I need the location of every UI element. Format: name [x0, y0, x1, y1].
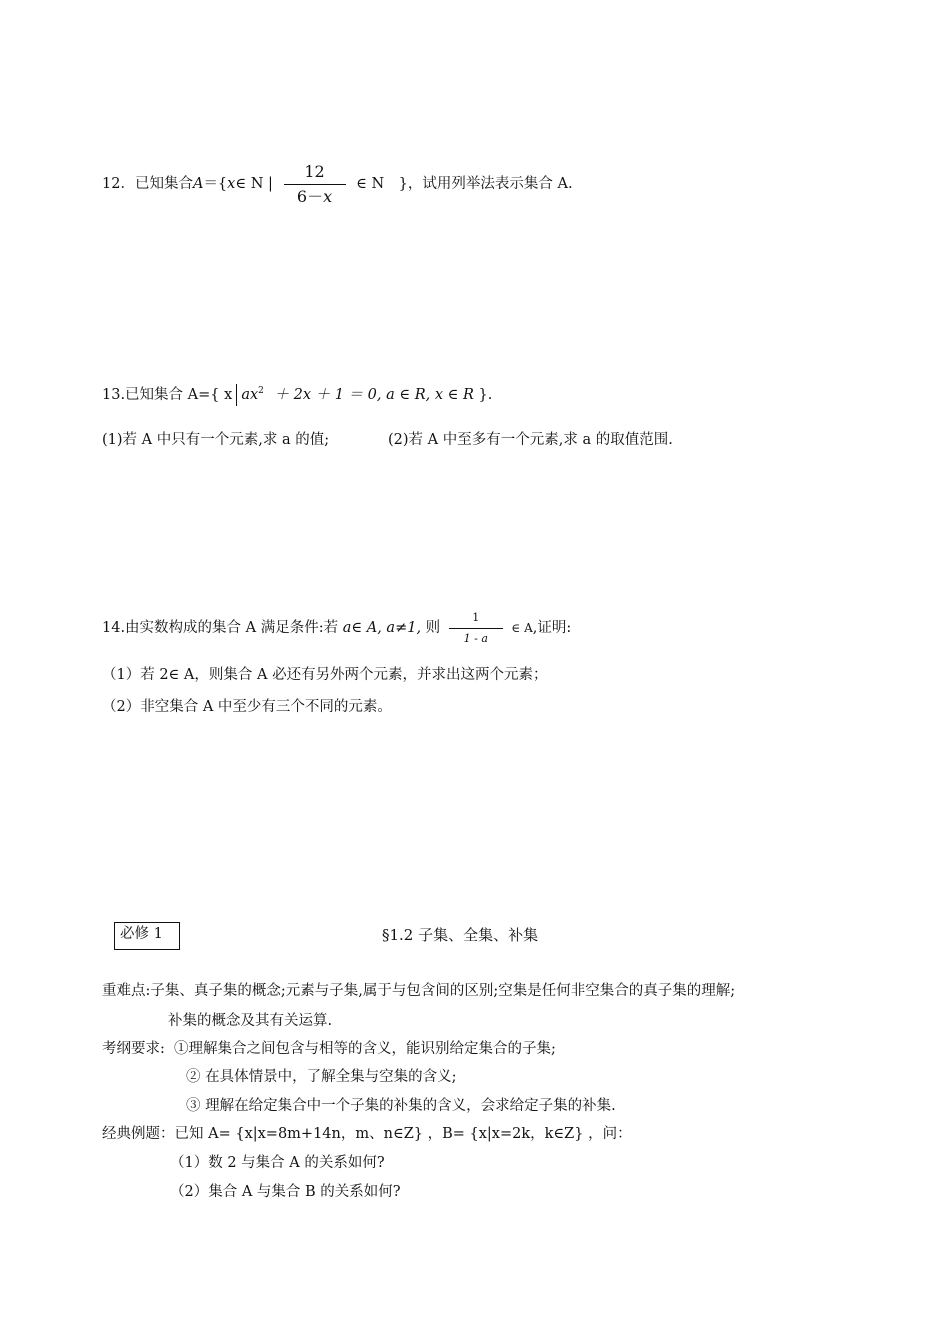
- section-title: §1.2 子集、全集、补集: [382, 926, 539, 944]
- requirements-item-3: ③ 理解在给定集合中一个子集的补集的含义，会求给定子集的补集.: [186, 1098, 616, 1114]
- q14-stem-a: 14.由实数构成的集合 A 满足条件:若: [102, 620, 339, 636]
- q12-var-a: A: [192, 176, 204, 192]
- q12-in-n-close: ∈ N }: [356, 176, 408, 192]
- question-13-stem: [102, 384, 492, 406]
- q13-stem-a: 13.已知集合 A={ x: [102, 387, 233, 403]
- example-q1: （1）数 2 与集合 A 的关系如何?: [170, 1155, 385, 1171]
- requirements-item-1: ①理解集合之间包含与相等的含义，能识别给定集合的子集;: [174, 1041, 556, 1057]
- q12-fraction: [284, 162, 346, 207]
- requirements-label: 考纲要求:: [102, 1041, 165, 1057]
- requirements-item-2: ② 在具体情景中，了解全集与空集的含义;: [186, 1069, 457, 1085]
- q13-part-1: (1)若 A 中只有一个元素,求 a 的值;: [102, 432, 330, 448]
- q13-stem-b: ax: [241, 387, 259, 403]
- q14-stem-b: ,证明:: [532, 620, 572, 636]
- q14-then: 则: [425, 620, 441, 636]
- q12-prefix: 12．已知集合: [102, 176, 193, 192]
- q14-fraction: [449, 610, 503, 647]
- q14-part-1: （1）若 2∈ A，则集合 A 必还有另外两个元素，并求出这两个元素；: [102, 667, 548, 683]
- q12-in-n-bar: ∈ N |: [235, 176, 273, 192]
- q12-suffix: ，试用列举法表示集合 A.: [407, 176, 573, 192]
- q12-var-x: x: [227, 176, 236, 192]
- q13-stem-d: }.: [478, 387, 493, 403]
- q14-frac-den: 1 - a: [463, 631, 488, 645]
- q13-exp: 2: [258, 386, 264, 397]
- q14-frac-num: 1: [472, 610, 480, 624]
- example-q2: （2）集合 A 与集合 B 的关系如何?: [170, 1184, 401, 1200]
- q12-frac-num: 12: [304, 161, 325, 181]
- question-12: [102, 160, 573, 208]
- question-14-stem: [102, 606, 571, 650]
- q13-such-that-bar: [236, 384, 237, 406]
- keypoints-line-2: 补集的概念及其有关运算.: [168, 1013, 333, 1029]
- keypoints-line-1: 重难点:子集、真子集的概念;元素与子集,属于与包含间的区别;空集是任何非空集合的真子集的理解;: [102, 983, 736, 999]
- q12-frac-den-a: 6－: [296, 186, 324, 206]
- q12-frac-den-x: x: [323, 186, 333, 206]
- section-badge: 必修 1: [120, 926, 163, 942]
- q13-stem-c: ＋ 2x ＋ 1 ＝ 0, a ∈ R, x ∈ R: [274, 387, 474, 403]
- q14-cond: a∈ A, a≠1,: [342, 620, 422, 636]
- q14-part-2: （2）非空集合 A 中至少有三个不同的元素。: [102, 699, 392, 715]
- example-line: 经典例题：已知 A= {x|x=8m+14n，m、n∈Z} ，B= {x|x=2k，k∈Z} ，问：: [102, 1126, 632, 1142]
- q12-set-open: ＝{: [203, 176, 228, 192]
- q13-part-2: (2)若 A 中至多有一个元素,求 a 的取值范围.: [388, 432, 673, 448]
- q14-in-a: ∈ A: [511, 621, 533, 635]
